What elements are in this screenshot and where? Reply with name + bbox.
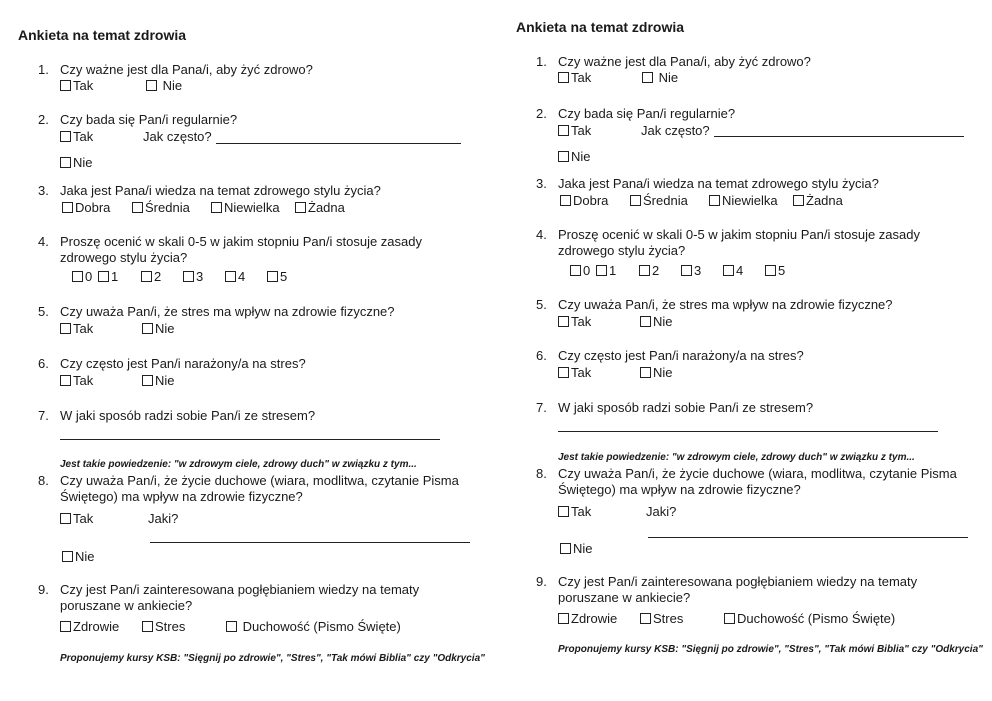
option-2[interactable]: 2 xyxy=(141,269,161,285)
option-dobra[interactable]: Dobra xyxy=(62,200,110,216)
course-recommendation: Proponujemy kursy KSB: "Sięgnij po zdrowie", "Stres", "Tak mówi Biblia" czy "Odkrycia" xyxy=(60,653,485,664)
course-recommendation: Proponujemy kursy KSB: "Sięgnij po zdrowie", "Stres", "Tak mówi Biblia" czy "Odkrycia" xyxy=(558,644,983,655)
checkbox[interactable] xyxy=(226,621,237,632)
question-number: 6. xyxy=(536,348,547,363)
checkbox[interactable] xyxy=(60,513,71,524)
option-4[interactable]: 4 xyxy=(225,269,245,285)
checkbox[interactable] xyxy=(558,367,569,378)
checkbox[interactable] xyxy=(560,543,571,554)
question-number: 4. xyxy=(536,227,547,242)
option-tak[interactable]: Tak xyxy=(60,129,93,145)
option-tak[interactable]: Tak xyxy=(558,123,591,139)
checkbox[interactable] xyxy=(60,375,71,386)
question-number: 2. xyxy=(536,106,547,121)
option-duchowosc[interactable]: Duchowość (Pismo Święte) xyxy=(724,611,895,627)
question-text: Czy bada się Pan/i regularnie? xyxy=(60,112,238,127)
question-text: W jaki sposób radzi sobie Pan/i ze stresem? xyxy=(558,400,814,415)
survey-title: Ankieta na temat zdrowia xyxy=(516,19,685,35)
question-number: 8. xyxy=(536,466,547,481)
option-zadna[interactable]: Żadna xyxy=(295,200,345,216)
saying-note: Jest takie powiedzenie: "w zdrowym ciele, zdrowy duch" w związku z tym... xyxy=(558,452,915,463)
option-nie[interactable]: Nie xyxy=(640,365,673,381)
option-3[interactable]: 3 xyxy=(183,269,203,285)
checkbox[interactable] xyxy=(724,613,735,624)
survey-title: Ankieta na temat zdrowia xyxy=(18,27,187,43)
question-number: 5. xyxy=(38,304,49,319)
checkbox[interactable] xyxy=(211,202,222,213)
answer-line[interactable] xyxy=(558,431,938,432)
option-zadna[interactable]: Żadna xyxy=(793,193,843,209)
question-number: 9. xyxy=(38,582,49,597)
question-text: Czy często jest Pan/i narażony/a na stres? xyxy=(60,356,306,371)
checkbox[interactable] xyxy=(295,202,306,213)
question-number: 7. xyxy=(38,408,49,423)
option-duchowosc[interactable]: Duchowość (Pismo Święte) xyxy=(226,619,401,635)
checkbox[interactable] xyxy=(558,151,569,162)
option-tak[interactable]: Tak xyxy=(60,511,93,527)
option-nie[interactable]: Nie xyxy=(60,155,93,171)
checkbox[interactable] xyxy=(558,506,569,517)
checkbox[interactable] xyxy=(765,265,776,276)
answer-line[interactable] xyxy=(60,439,440,440)
question-text: Czy uważa Pan/i, że życie duchowe (wiara, modlitwa, czytanie Pisma Świętego) ma wpływ na zdrowie fizyczne? xyxy=(60,473,459,504)
answer-line[interactable] xyxy=(216,143,461,144)
question-text: Jaka jest Pana/i wiedza na temat zdrowego stylu życia? xyxy=(60,183,381,198)
checkbox[interactable] xyxy=(60,621,71,632)
checkbox[interactable] xyxy=(60,131,71,142)
option-nie[interactable]: Nie xyxy=(558,149,591,165)
option-nie[interactable]: Nie xyxy=(560,541,593,557)
option-tak[interactable]: Tak xyxy=(558,314,591,330)
checkbox[interactable] xyxy=(596,265,607,276)
checkbox[interactable] xyxy=(142,375,153,386)
followup-label: Jaki? xyxy=(646,504,677,519)
option-niewielka[interactable]: Niewielka xyxy=(211,200,280,216)
checkbox[interactable] xyxy=(709,195,720,206)
followup-label: Jak często? xyxy=(143,129,212,144)
option-srednia[interactable]: Średnia xyxy=(132,200,190,216)
question-number: 1. xyxy=(536,54,547,69)
answer-line[interactable] xyxy=(150,542,470,543)
option-tak[interactable]: Tak xyxy=(60,78,93,94)
checkbox[interactable] xyxy=(132,202,143,213)
option-1[interactable]: 1 xyxy=(596,263,616,279)
checkbox[interactable] xyxy=(558,72,569,83)
option-3[interactable]: 3 xyxy=(681,263,701,279)
checkbox[interactable] xyxy=(62,551,73,562)
checkbox[interactable] xyxy=(640,367,651,378)
answer-line[interactable] xyxy=(714,136,964,137)
question-text: Czy ważne jest dla Pana/i, aby żyć zdrowo? xyxy=(558,54,811,69)
checkbox[interactable] xyxy=(558,316,569,327)
option-srednia[interactable]: Średnia xyxy=(630,193,688,209)
checkbox[interactable] xyxy=(142,323,153,334)
option-5[interactable]: 5 xyxy=(765,263,785,279)
option-tak[interactable]: Tak xyxy=(60,321,93,337)
checkbox[interactable] xyxy=(183,271,194,282)
option-nie[interactable]: Nie xyxy=(62,549,95,565)
option-dobra[interactable]: Dobra xyxy=(560,193,608,209)
question-text: Jaka jest Pana/i wiedza na temat zdrowego stylu życia? xyxy=(558,176,879,191)
question-number: 5. xyxy=(536,297,547,312)
question-text: W jaki sposób radzi sobie Pan/i ze stresem? xyxy=(60,408,316,423)
option-tak[interactable]: Tak xyxy=(558,504,591,520)
question-number: 1. xyxy=(38,62,49,77)
question-number: 6. xyxy=(38,356,49,371)
checkbox[interactable] xyxy=(558,613,569,624)
question-number: 2. xyxy=(38,112,49,127)
question-text: Czy jest Pan/i zainteresowana pogłębianiem wiedzy na tematy poruszane w ankiecie? xyxy=(558,574,918,605)
option-stres[interactable]: Stres xyxy=(142,619,185,635)
question-number: 4. xyxy=(38,234,49,249)
question-text: Proszę ocenić w skali 0-5 w jakim stopniu Pan/i stosuje zasady zdrowego stylu życia? xyxy=(60,234,422,265)
checkbox[interactable] xyxy=(640,316,651,327)
checkbox[interactable] xyxy=(639,265,650,276)
checkbox[interactable] xyxy=(642,72,653,83)
question-number: 3. xyxy=(536,176,547,191)
option-nie[interactable]: Nie xyxy=(640,314,673,330)
checkbox[interactable] xyxy=(72,271,83,282)
question-number: 3. xyxy=(38,183,49,198)
question-text: Czy uważa Pan/i, że stres ma wpływ na zdrowie fizyczne? xyxy=(60,304,395,319)
question-text: Czy jest Pan/i zainteresowana pogłębianiem wiedzy na tematy poruszane w ankiecie? xyxy=(60,582,420,613)
checkbox[interactable] xyxy=(267,271,278,282)
question-text: Czy często jest Pan/i narażony/a na stres? xyxy=(558,348,804,363)
option-stres[interactable]: Stres xyxy=(640,611,683,627)
question-text: Proszę ocenić w skali 0-5 w jakim stopniu Pan/i stosuje zasady zdrowego stylu życia? xyxy=(558,227,920,258)
question-text: Czy ważne jest dla Pana/i, aby żyć zdrowo? xyxy=(60,62,313,77)
checkbox[interactable] xyxy=(60,80,71,91)
checkbox[interactable] xyxy=(560,195,571,206)
checkbox[interactable] xyxy=(640,613,651,624)
followup-label: Jaki? xyxy=(148,511,179,526)
question-text: Czy uważa Pan/i, że stres ma wpływ na zdrowie fizyczne? xyxy=(558,297,893,312)
checkbox[interactable] xyxy=(141,271,152,282)
option-nie[interactable]: Nie xyxy=(642,70,678,86)
checkbox[interactable] xyxy=(225,271,236,282)
option-niewielka[interactable]: Niewielka xyxy=(709,193,778,209)
option-nie[interactable]: Nie xyxy=(142,321,175,337)
checkbox[interactable] xyxy=(142,621,153,632)
question-text: Czy bada się Pan/i regularnie? xyxy=(558,106,736,121)
option-tak[interactable]: Tak xyxy=(60,373,93,389)
option-zdrowie[interactable]: Zdrowie xyxy=(558,611,617,627)
checkbox[interactable] xyxy=(62,202,73,213)
checkbox[interactable] xyxy=(146,80,157,91)
option-0[interactable]: 0 xyxy=(570,263,590,279)
saying-note: Jest takie powiedzenie: "w zdrowym ciele, zdrowy duch" w związku z tym... xyxy=(60,459,417,470)
checkbox[interactable] xyxy=(630,195,641,206)
option-zdrowie[interactable]: Zdrowie xyxy=(60,619,119,635)
followup-label: Jak często? xyxy=(641,123,710,138)
checkbox[interactable] xyxy=(98,271,109,282)
checkbox[interactable] xyxy=(558,125,569,136)
option-tak[interactable]: Tak xyxy=(558,365,591,381)
option-5[interactable]: 5 xyxy=(267,269,287,285)
option-0[interactable]: 0 xyxy=(72,269,92,285)
question-number: 9. xyxy=(536,574,547,589)
option-tak[interactable]: Tak xyxy=(558,70,591,86)
checkbox[interactable] xyxy=(60,323,71,334)
checkbox[interactable] xyxy=(681,265,692,276)
option-nie[interactable]: Nie xyxy=(142,373,175,389)
question-text: Czy uważa Pan/i, że życie duchowe (wiara, modlitwa, czytanie Pisma Świętego) ma wpływ na zdrowie fizyczne? xyxy=(558,466,957,497)
checkbox[interactable] xyxy=(570,265,581,276)
question-number: 7. xyxy=(536,400,547,415)
option-1[interactable]: 1 xyxy=(98,269,118,285)
option-4[interactable]: 4 xyxy=(723,263,743,279)
checkbox[interactable] xyxy=(793,195,804,206)
checkbox[interactable] xyxy=(723,265,734,276)
answer-line[interactable] xyxy=(648,537,968,538)
option-2[interactable]: 2 xyxy=(639,263,659,279)
checkbox[interactable] xyxy=(60,157,71,168)
question-number: 8. xyxy=(38,473,49,488)
option-nie[interactable]: Nie xyxy=(146,78,182,94)
